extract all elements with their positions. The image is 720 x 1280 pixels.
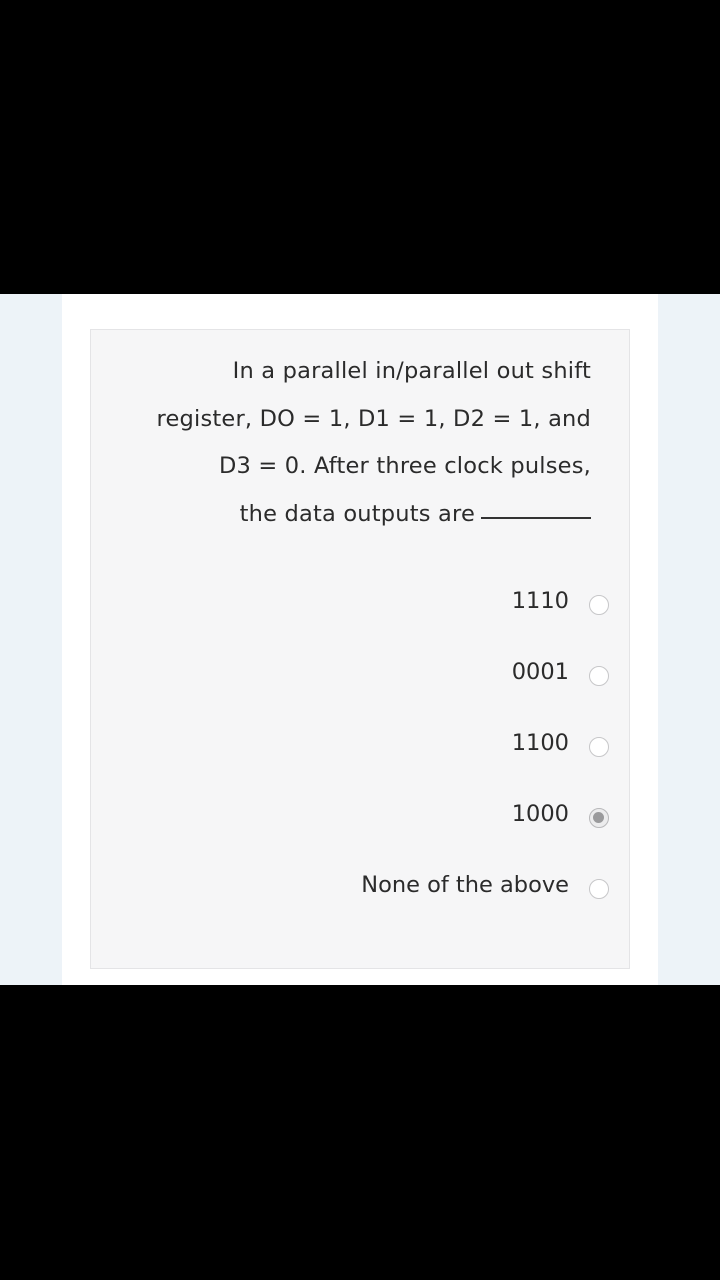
bottom-letterbox: [0, 985, 720, 1280]
content-area: [0, 294, 720, 985]
question-line-last: [111, 491, 591, 539]
options-list: [189, 586, 609, 941]
radio-button[interactable]: [589, 595, 609, 615]
question-line: register, DO = 1, D1 = 1, D2 = 1, and: [156, 405, 591, 432]
option-label: 1000: [511, 801, 569, 827]
option-1100[interactable]: [189, 728, 609, 799]
radio-button[interactable]: [589, 737, 609, 757]
option-1000[interactable]: [189, 799, 609, 870]
radio-button-selected[interactable]: [589, 808, 609, 828]
top-letterbox: [0, 0, 720, 294]
page-card: [62, 294, 658, 985]
option-1110[interactable]: [189, 586, 609, 657]
option-label: None of the above: [361, 872, 569, 898]
option-label: 1110: [511, 588, 569, 614]
option-0001[interactable]: [189, 657, 609, 728]
option-label: 0001: [511, 659, 569, 685]
radio-button[interactable]: [589, 666, 609, 686]
question-text: [111, 348, 591, 538]
answer-blank: [481, 517, 591, 519]
question-line-text: the data outputs are: [239, 500, 475, 527]
option-none-of-the-above[interactable]: [189, 870, 609, 941]
question-line: D3 = 0. After three clock pulses,: [218, 453, 591, 479]
question-line: In a parallel in/parallel out shift: [232, 358, 591, 384]
question-panel: [90, 329, 630, 969]
radio-button[interactable]: [589, 879, 609, 899]
option-label: 1100: [511, 730, 569, 756]
